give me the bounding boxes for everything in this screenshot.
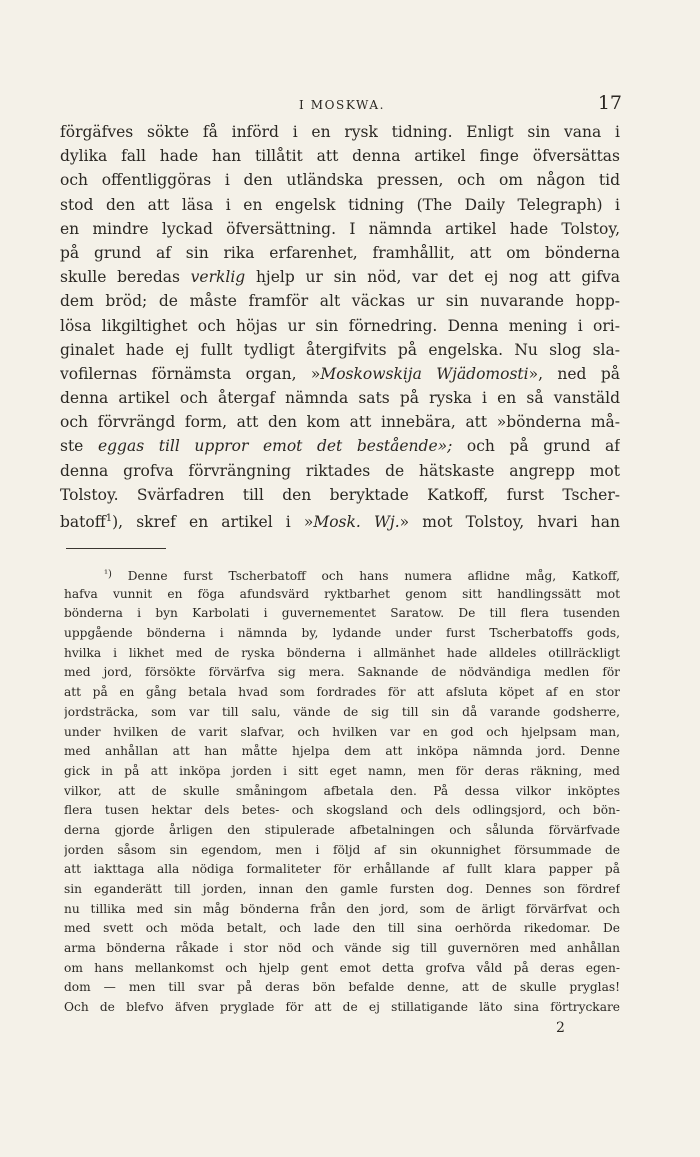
text-line: på grund af sin rika erfarenhet, framhållit, att om bönderna (60, 243, 620, 262)
text-line: lösa likgiltighet och höjas ur sin förnedring. Denna mening i ori- (60, 316, 620, 335)
footnote-line: jorden såsom sin egendom, men i följd af sin okunnighet försummade de (64, 842, 620, 857)
text-segment: » mot Tolstoy, hvari han (399, 513, 620, 532)
text-line: denna artikel och återgaf nämnda sats på ryska i en så vanstäld (60, 389, 620, 408)
footnote-line: att iakttaga alla nödiga formaliteter för erhållande af fullt klara papper på (64, 862, 620, 877)
footnote-line: gick in på att inköpa jorden i sitt eget namn, men för deras räkning, med (64, 763, 620, 778)
footnote-line: derna gjorde årligen den stipulerade afbetalningen och sålunda förvärfvade (64, 822, 620, 837)
footnote-line: hvilka i likhet med de ryska bönderna i allmänhet hade alldeles otillräckligt (64, 645, 620, 660)
footnote-line: dom — men till svar på deras bön befalde denne, att de skulle pryglas! (64, 980, 620, 995)
footnote-marker: 1 (105, 513, 113, 524)
footnote-divider (66, 548, 166, 549)
main-text (60, 120, 620, 531)
footnote-line: jordsträcka, som var till salu, vände de sig till sin då varande godsherre, (64, 704, 620, 719)
text-line: dem bröd; de måste framför alt väckas ur sin nuvarande hopp- (60, 292, 620, 311)
text-segment: skulle beredas (60, 268, 180, 287)
footnote-line: sin eganderätt till jorden, innan den gamle fursten dog. Dennes son fördref (64, 882, 620, 896)
footnote-line: med anhållan att han måtte hjelpa dem att inköpa nämnda jord. Denne (64, 744, 620, 759)
text-line (60, 434, 620, 458)
page-number: 17 (597, 92, 622, 114)
footnote-line: att på en gång betala hvad som fordrades för att afsluta köpet af en stor (64, 685, 620, 700)
running-title: I MOSKWA. (298, 98, 386, 112)
italic-emphasis: verklig (190, 268, 246, 287)
footnote-text: Denne furst Tscherbatoff och hans numera aflidne måg, Katkoff, (127, 569, 620, 583)
footnote-line: vilkor, att de skulle småningom afbetala den. På dessa vilkor inköptes (64, 783, 620, 798)
text-segment: », ned på (528, 364, 620, 383)
text-segment: batoff (60, 513, 106, 532)
text-segment: ste (60, 437, 84, 456)
newspaper-title: Moskowskija Wjädomosti (320, 364, 529, 383)
footnote-line: flera tusen hektar dels betes- och skogsland och dels odlingsjord, och bön- (64, 803, 620, 818)
footnote-line: hafva vunnit en föga afundsvärd ryktbarhet genom sitt handlingssätt mot (64, 586, 620, 601)
text-line (60, 362, 620, 386)
footnote-line: bönderna i byn Karbolati i guvernementet Saratow. De till flera tusenden (64, 606, 620, 621)
text-line: förgäfves sökte få införd i en rysk tidning. Enligt sin vana i (60, 123, 620, 141)
footnote-line (64, 565, 620, 585)
footnote-line: Och de blefvo äfven pryglade för att de ej stillatigande läto sina förtryckare (64, 1000, 620, 1015)
footnote-line: om hans mellankomst och hjelp gent emot detta grofva våld på deras egen- (64, 960, 620, 975)
text-segment: och på grund af (466, 437, 620, 456)
footnote (64, 565, 620, 1018)
text-line: och förvrängd form, att den kom att innebära, att »bönderna må- (60, 413, 620, 432)
newspaper-abbrev: Mosk. Wj. (313, 513, 400, 532)
text-line: och offentliggöras i den utländska pressen, och om någon tid (60, 171, 620, 190)
text-line: stod den att läsa i en engelsk tidning (The Daily Telegraph) i (60, 195, 620, 214)
footnote-line: arma bönderna råkade i stor nöd och vände sig till guvernören med anhållan (64, 941, 620, 956)
text-line (60, 507, 620, 531)
text-line: dylika fall hade han tillåtit att denna artikel finge öfversättas (60, 147, 620, 166)
footnote-line: med svett och möda betalt, och lade den till sina oerhörda rikedomar. De (64, 921, 620, 936)
footnote-line: med jord, försökte förvärfva sig mera. Saknande de nödvändiga medlen för (64, 665, 620, 680)
text-line (60, 265, 620, 289)
footnote-number: ¹) (104, 569, 112, 580)
text-segment: hjelp ur sin nöd, var det ej nog att gifva (255, 268, 620, 287)
footnote-line: nu tillika med sin måg bönderna från den jord, som de ärligt förvärfvat och (64, 901, 620, 916)
text-line: denna grofva förvrängning riktades de hätskaste angrepp mot (60, 461, 620, 480)
running-head (62, 92, 622, 118)
printer-signature: 2 (556, 1020, 565, 1036)
footnote-line: under hvilken de varit slafvar, och hvilken var en god och hjelpsam man, (64, 724, 620, 739)
text-line: ginalet hade ej fullt tydligt återgifvits på engelska. Nu slog sla- (60, 340, 620, 359)
text-segment: ), skref en artikel i » (112, 513, 314, 532)
text-line: en mindre lyckad öfversättning. I nämnda artikel hade Tolstoy, (60, 219, 620, 238)
footnote-line: uppgående bönderna i nämnda by, lydande under furst Tscherbatoffs gods, (64, 626, 620, 641)
italic-quote: eggas till uppror emot det bestående»; (97, 437, 453, 456)
text-line: Tolstoy. Svärfadren till den beryktade Katkoff, furst Tscher- (60, 485, 620, 504)
text-segment: vofilernas förnämsta organ, » (60, 364, 321, 383)
